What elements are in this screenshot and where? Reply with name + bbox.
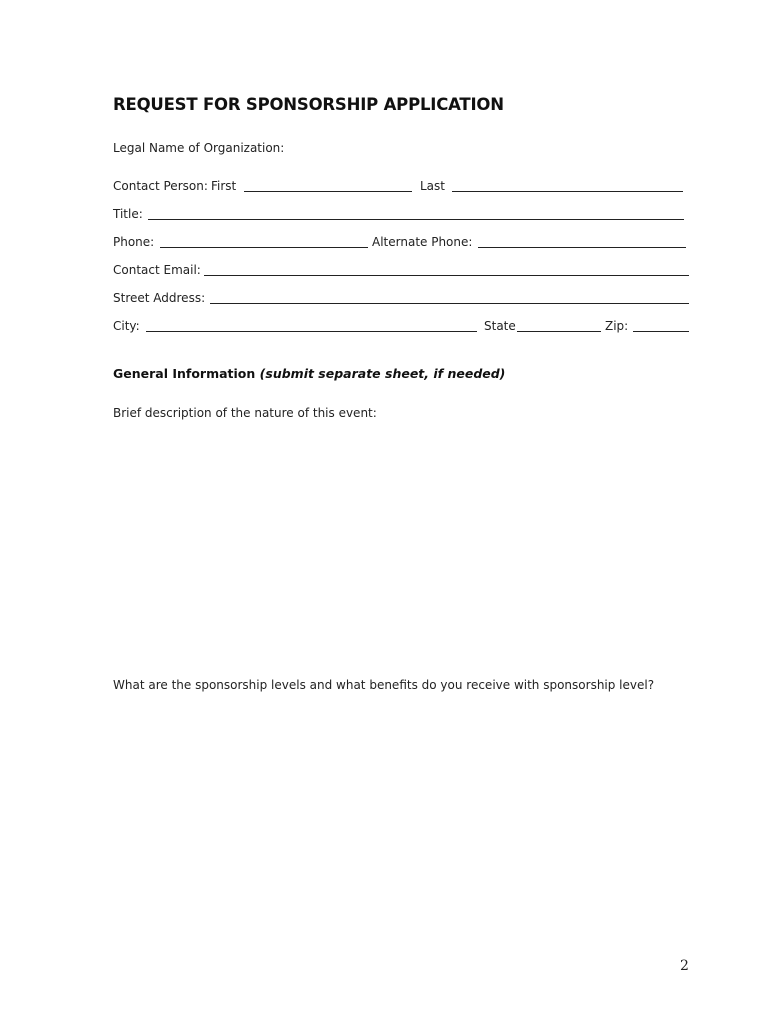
street-address-label: Street Address: — [113, 291, 206, 305]
first-name-field[interactable] — [244, 191, 412, 192]
first-name-label: First — [211, 179, 237, 193]
event-description-prompt: Brief description of the nature of this event: — [113, 406, 377, 420]
contact-person-label: Contact Person: — [113, 179, 208, 193]
legal-name-label: Legal Name of Organization: — [113, 141, 285, 155]
state-field[interactable] — [517, 331, 601, 332]
title-label: Title: — [113, 207, 143, 221]
zip-field[interactable] — [633, 331, 689, 332]
state-label: State — [484, 319, 516, 333]
contact-email-label: Contact Email: — [113, 263, 201, 277]
street-address-field[interactable] — [210, 303, 689, 304]
page-number: 2 — [680, 958, 689, 974]
last-name-label: Last — [420, 179, 445, 193]
general-information-heading — [113, 366, 505, 381]
phone-field[interactable] — [160, 247, 368, 248]
sponsorship-levels-prompt: What are the sponsorship levels and what benefits do you receive with sponsorship level? — [113, 678, 655, 692]
last-name-field[interactable] — [452, 191, 683, 192]
page-title: REQUEST FOR SPONSORSHIP APPLICATION — [113, 95, 504, 114]
phone-label: Phone: — [113, 235, 155, 249]
title-field[interactable] — [148, 219, 684, 220]
zip-label: Zip: — [605, 319, 629, 333]
city-field[interactable] — [146, 331, 477, 332]
general-information-title: General Information — [113, 366, 256, 381]
alternate-phone-label: Alternate Phone: — [372, 235, 473, 249]
city-label: City: — [113, 319, 140, 333]
general-information-note: (submit separate sheet, if needed) — [259, 366, 506, 381]
contact-email-field[interactable] — [204, 275, 689, 276]
alternate-phone-field[interactable] — [478, 247, 686, 248]
